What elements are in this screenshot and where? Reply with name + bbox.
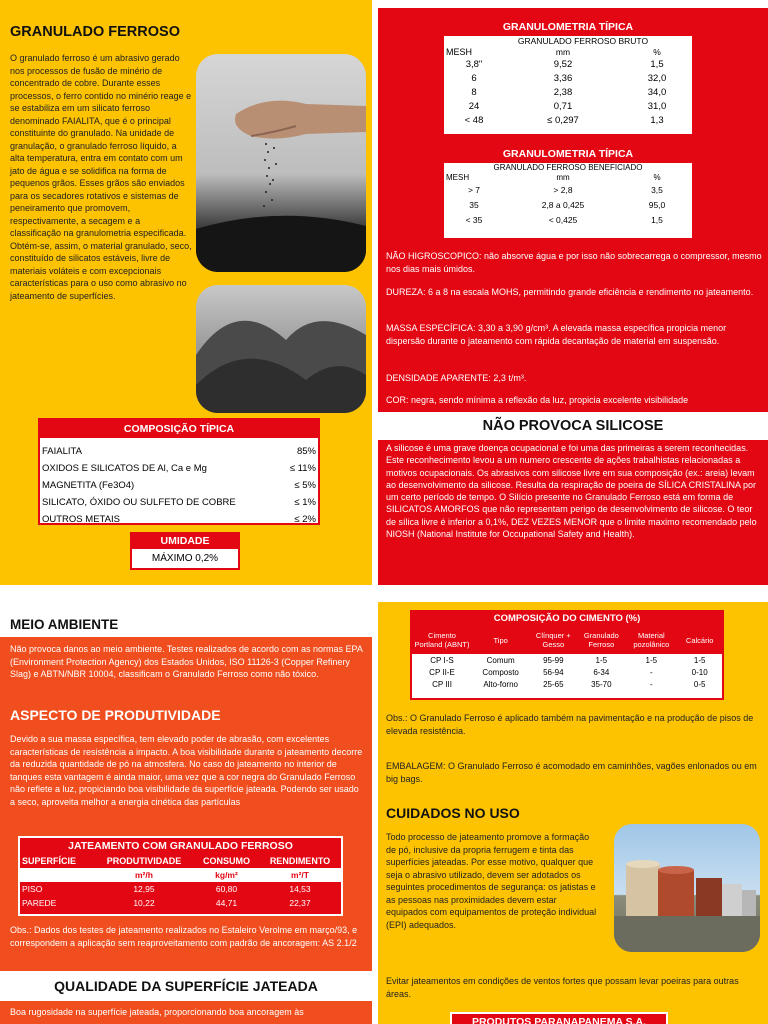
title-produtividade: ASPECTO DE PRODUTIVIDADE [10,707,221,723]
header-cell: CONSUMO [202,856,250,866]
table-row [444,113,692,127]
photo-piles [196,285,366,413]
header-cell: Tipo [493,635,508,645]
prop-densidade: DENSIDADE APARENTE: 2,3 t/m³. [386,373,527,383]
table-row [412,678,722,690]
header-cell: % [653,173,661,182]
cell: OXIDOS E SILICATOS DE Al, Ca e Mg [42,463,207,474]
prop-dureza: DUREZA: 6 a 8 na escala MOHS, permitindo grande eficiência e rendimento no jateamento. [386,287,754,297]
footer-paranapanema: PRODUTOS PARANAPANEMA S.A. [450,1012,668,1024]
table-row [40,494,318,511]
cell: 6 [471,72,477,84]
title-qualidade: QUALIDADE DA SUPERFÍCIE JATEADA [54,978,318,994]
granulometria-bruto-title: GRANULOMETRIA TÍPICA [444,18,692,36]
cell: 34,0 [647,86,667,98]
unit-cell: m²/T [291,870,309,880]
panel-cimento [378,602,768,1024]
cell: 3,36 [553,72,573,84]
cell: Composto [482,667,519,677]
cell: 0-10 [691,667,708,677]
header-cell: Clínquer + Gesso [535,631,571,649]
table-row [40,460,318,477]
table-header-row [20,854,341,868]
cell: 1,5 [651,214,663,225]
cell: CP II-E [429,667,455,677]
cell: SILICATO, ÓXIDO OU SULFETO DE COBRE [42,497,236,508]
table-row [444,197,692,212]
table-row [40,511,318,528]
granulometria-bruto-box [442,16,694,136]
table-row [444,85,692,99]
cell: 24 [468,100,480,112]
prop-massa-especifica: MASSA ESPECÍFICA: 3,30 a 3,90 g/cm³. A elevada massa específica propicia menor dispersão durante o jateamento com rápida decantação de material em suspensão. [386,323,727,346]
cell: < 0,425 [548,214,578,225]
table-row [444,99,692,113]
cell: 1,3 [650,114,664,126]
cell: Comum [486,655,515,665]
cimento-title: COMPOSIÇÃO DO CIMENTO (%) [412,612,722,626]
unit-cell: kg/m² [215,870,238,880]
jateamento-box [18,836,343,916]
cell: CP I-S [430,655,454,665]
header-cell: Material pozolânico [633,631,670,649]
produtividade-text: Devido a sua massa específica, tem elevado poder de abrasão, com excelentes características de resistência a impacto. A boa visibilidade durante o jateamento decorre da reduzida quantidade de pó na atmosfera. No caso do jateamento no interior de tanques esta vantagem é ainda maior, uma vez que a cor negra do Granulado Ferroso não reflete a luz, propiciando boa visibilidade da superfície jateada. Podendo ser usado a seco, aproveita melhor a energia cinética das partículas [10,734,363,807]
cell: < 48 [464,114,484,126]
umidade-title: UMIDADE [132,534,238,549]
header-cell: % [653,47,661,57]
cell: ≤ 1% [294,497,316,508]
header-cell: PRODUTIVIDADE [106,856,182,866]
table-row [40,443,318,460]
header-cell: mm [555,47,571,57]
umidade-value: MÁXIMO 0,2% [151,553,219,564]
silicose-title: NÃO PROVOCA SILICOSE [378,412,768,440]
prop-higroscopico: NÃO HIGROSCOPICO: não absorve água e por isso não sobrecarrega o compressor, mesmo nos dias mais úmidos. [386,251,762,274]
granulometria-beneficiado-subtitle: GRANULADO FERROSO BENEFICIADO [493,163,643,172]
table-row [444,71,692,85]
title-cuidados: CUIDADOS NO USO [386,805,520,821]
prop-cor: COR: negra, sendo mínima a reflexão da luz, propicia excelente visibilidade [386,395,689,405]
cell: 60,80 [215,884,238,894]
cimento-box [410,610,724,700]
cell: OUTROS METAIS [42,514,120,525]
table-row [412,666,722,678]
table-row [20,896,341,910]
cell: 1-5 [693,655,706,665]
header-cell: SUPERFÍCIE [22,856,77,866]
table-units-row [20,868,341,882]
meio-ambiente-text: Não provoca danos ao meio ambiente. Testes realizados de acordo com as normas EPA (Environment Protection Agency) dos Estados Unidos, ISO 11126-3 (Copper Refinery Slag) e ABTN/NBR 10004, classificam o Granulado Ferroso como não tóxico. [10,644,363,679]
comp-tipica-table [40,443,318,528]
granulometria-bruto-subtitle: GRANULADO FERROSO BRUTO [517,36,649,46]
cell: > 2,8 [553,184,573,195]
cell: - [649,667,653,677]
table-row [20,882,341,896]
cell: 0-5 [693,679,706,689]
cell: 44,71 [215,898,238,908]
header-cell: MESH [446,47,473,57]
cell: Alto-forno [483,679,518,689]
cell: 1-5 [595,655,608,665]
cell: 56-94 [543,667,564,677]
cell: 25-65 [543,679,564,689]
panel-meio-ambiente [0,597,372,1024]
cell: PAREDE [22,898,57,908]
header-cell: RENDIMENTO [269,856,331,866]
header-cell: mm [556,173,570,182]
cell: 6-34 [593,667,610,677]
cell: 2,8 a 0,425 [541,199,585,210]
table-header-row [444,47,692,57]
comp-tipica-title: COMPOSIÇÃO TÍPICA [40,420,318,438]
umidade-box [130,532,240,570]
jateamento-title: JATEAMENTO COM GRANULADO FERROSO [20,838,341,854]
table-header-row [412,626,722,654]
evitar-text: Evitar jateamentos em condições de ventos fortes que possam levar poeiras para outras áreas. [386,976,739,999]
photo-tanks [614,824,760,952]
cell: < 35 [465,214,483,225]
unit-cell [20,868,94,882]
header-cell: MESH [446,173,470,182]
cell: 85% [296,446,316,457]
cell: 12,95 [133,884,155,894]
cell: ≤ 11% [289,463,316,474]
table-row [444,57,692,71]
title-meio-ambiente: MEIO AMBIENTE [10,617,119,632]
cimento-obs: Obs.: O Granulado Ferroso é aplicado também na pavimentação e na produção de pisos de elevada resistência. [386,713,754,736]
cell: 3,5 [651,184,663,195]
cell: 8 [471,86,477,98]
cell: 10,22 [133,898,155,908]
cimento-table [412,626,722,690]
cell: 3,8" [465,58,483,70]
comp-tipica-box [38,418,320,525]
cell: PISO [22,884,43,894]
table-row [40,477,318,494]
silicose-text: A silicose é uma grave doença ocupacional e foi uma das primeiras a serem reconhecidas. Este reconhecimento levou a um numero crescente de ações trabalhistas relacionadas a motivos ocupacionais. Os abrasivos com silicose livre em sua composição (ex.: areia) levam ao desenvolvimento da silicose. Resulta da respiração de poeira de SÍLICA CRISTALINA por um certo período de tempo. O Silício presente no Granulado Ferroso está em forma de SILICATOS AMORFOS que não representam perigo de desenvolvimento de silicose. O teor de sílica livre é inferior a 0,1%, DEZ VEZES MENOR que o limite maximo recomendado pelo NIOSH (National Institute for Occupational Safety and Health). [386,443,757,540]
unit-cell: m²/h [134,870,153,880]
cell: 1,5 [650,58,664,70]
header-cell: Granulado Ferroso [583,631,619,649]
granulado-text: O granulado ferroso é um abrasivo gerado nos processos de fusão de minério de concentrado de cobre. Durante esses processos, o ferro contido no minério reage e se estabiliza em um silicato ferroso denominado FAIALITA, que é o principal constituinte do granulado. Na unidade de granulação, o granulado ferroso líquido, a alta temperatura, entra em contato com um jato de água e se solidifica na forma de pequenos grãos. Esses grãos são enviados para os secadores rotativos e sistemas de peneiramento que promovem, respectivamente, a secagem e a classificação na granulometria especificada. Obtém-se, assim, o material granulado, seco, constituído de silicatos estáveis, livre de materiais voláteis e com excepcionais características para o uso como abrasivo no jateamento de superfícies. [10,53,192,301]
table-header-row [444,173,692,182]
panel-propriedades [378,8,768,585]
header-cell: Calcário [685,635,714,645]
cell: - [649,679,653,689]
title-granulado: GRANULADO FERROSO [10,24,180,40]
jateamento-obs: Obs.: Dados dos testes de jateamento realizados no Estaleiro Verolme em março/93, e correspondem a aplicação sem reaproveitamento com padrão de ancoragem: AS 2.1/2 [10,925,358,948]
cell: 32,0 [647,72,667,84]
cell: CP III [432,679,452,689]
embalagem-text: EMBALAGEM: O Granulado Ferroso é acomodado em caminhões, vagões enlonados ou em big bags. [386,761,757,784]
table-row [444,182,692,197]
photo-hand-pouring [196,54,366,272]
cell: 95,0 [648,199,666,210]
cell: ≤ 5% [294,480,316,491]
cuidados-text: Todo processo de jateamento promove a formação de pó, inclusive da propria ferrugem e tinta das superfícies jateadas. Por esse motivo, qualquer que seja o abrasivo utilizado, devem ser adotados os seguintes procedimentos de segurança: os jatistas e as pessoas nas proximidades devem estar equipados com equipamentos de proteção individual (EPI) adequados. [386,832,597,930]
cell: 1-5 [645,655,658,665]
cell: FAIALITA [42,446,82,457]
cell: 31,0 [647,100,667,112]
cell: ≤ 2% [294,514,316,525]
granulometria-beneficiado-title: GRANULOMETRIA TÍPICA [444,145,692,163]
cell: 22,37 [289,898,311,908]
granulometria-beneficiado-table [444,173,692,227]
cell: 35 [469,199,479,210]
granulometria-bruto-table [444,47,692,127]
table-row [444,212,692,227]
cell: 2,38 [553,86,573,98]
cell: > 7 [467,184,481,195]
qualidade-text: Boa rugosidade na superfície jateada, proporcionando boa ancoragem às [10,1007,304,1017]
granulometria-beneficiado-box [442,143,694,240]
panel-granulado [0,0,372,585]
cell: ≤ 0,297 [547,114,579,126]
cell: 95-99 [543,655,564,665]
jateamento-table [20,854,341,910]
cell: MAGNETITA (Fe3O4) [42,480,135,491]
cell: 9,52 [553,58,573,70]
table-row [412,654,722,666]
cell: 14,53 [289,884,311,894]
cell: 35-70 [591,679,612,689]
header-cell: Cimento Portland (ABNT) [414,631,470,649]
cell: 0,71 [553,100,573,112]
